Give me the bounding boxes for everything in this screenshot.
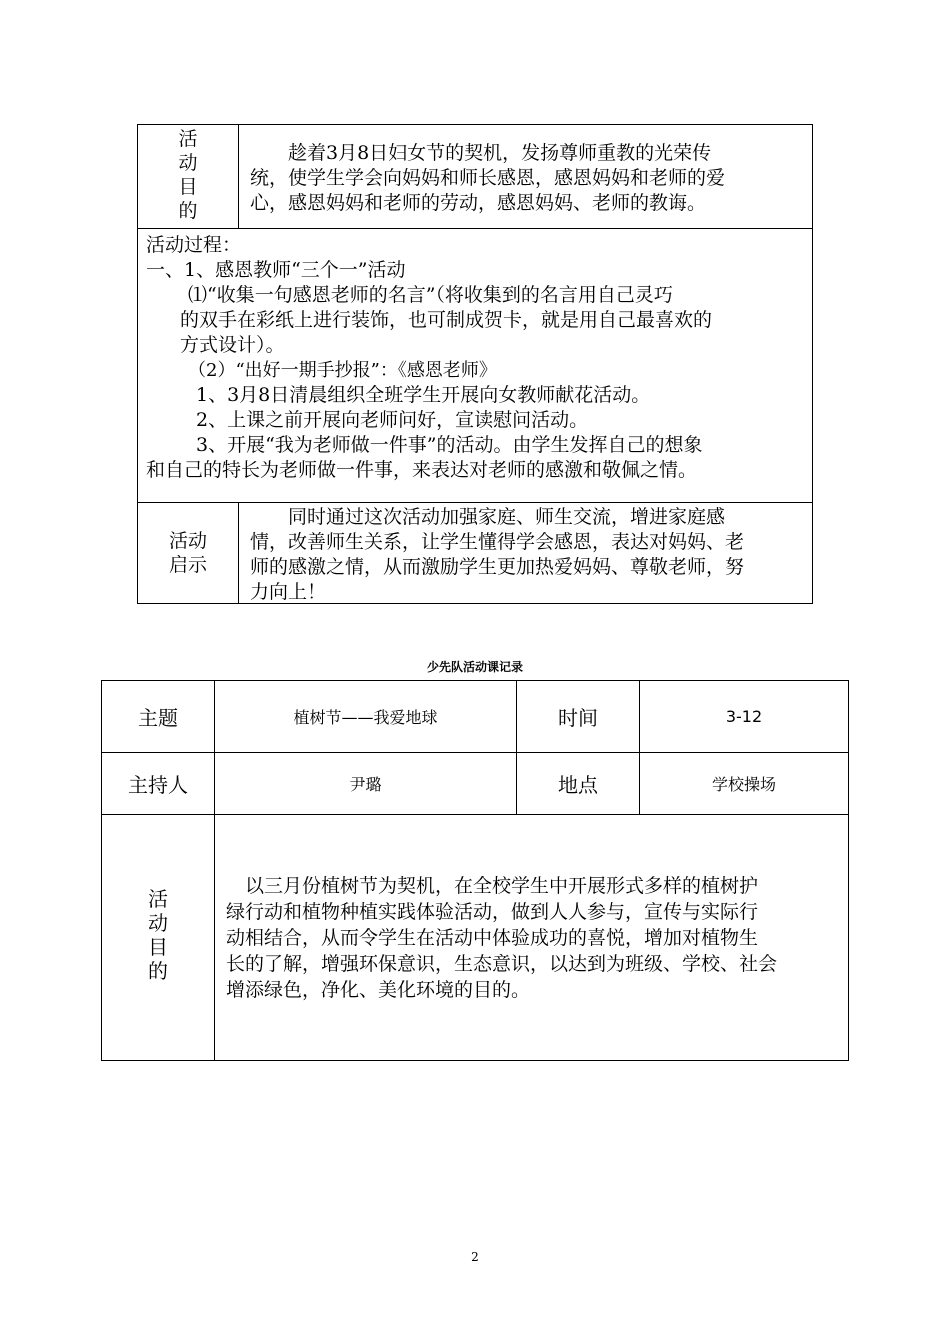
purpose-row xyxy=(138,125,812,229)
purpose-line: 绿行动和植物种植实践体验活动，做到人人参与，宣传与实际行 xyxy=(226,901,759,923)
purpose-label-char: 活 xyxy=(148,887,168,911)
activity-table-womens-day xyxy=(137,124,813,604)
process-line: 2、上课之前开展向老师问好，宣读慰问活动。 xyxy=(196,409,589,431)
insight-text xyxy=(250,505,810,605)
purpose-label-cell xyxy=(138,125,239,228)
process-line: ⑴“收集一句感恩老师的名言”（将收集到的名言用自己灵巧 xyxy=(188,284,673,306)
page-number: 2 xyxy=(471,1250,479,1264)
purpose-text xyxy=(226,873,846,1003)
purpose-line: 趁着3月8日妇女节的契机，发扬尊师重教的光荣传 xyxy=(250,142,712,164)
insight-label-cell xyxy=(138,503,239,603)
insight-line: 师的感激之情，从而激励学生更加热爱妈妈、尊敬老师，努 xyxy=(250,556,745,578)
purpose-line: 心，感恩妈妈和老师的劳动，感恩妈妈、老师的教诲。 xyxy=(250,192,707,214)
insight-line: 同时通过这次活动加强家庭、师生交流，增进家庭感 xyxy=(250,506,726,528)
insight-row xyxy=(138,503,812,603)
insight-label-line: 启示 xyxy=(168,554,207,576)
purpose-line: 增添绿色，净化、美化环境的目的。 xyxy=(226,979,531,1001)
activity-record-table xyxy=(101,680,849,1061)
process-line: （2）“出好一期手抄报”：《感恩老师》 xyxy=(188,360,497,381)
host-label: 主持人 xyxy=(128,773,188,797)
insight-line: 力向上！ xyxy=(250,581,327,603)
process-line: 和自己的特长为老师做一件事，来表达对老师的感激和敬佩之情。 xyxy=(146,459,698,481)
purpose-line: 动相结合，从而令学生在活动中体验成功的喜悦，增加对植物生 xyxy=(226,927,759,949)
process-line: 3、开展“我为老师做一件事”的活动。由学生发挥自己的想象 xyxy=(196,434,703,456)
host-value: 尹璐 xyxy=(349,775,382,794)
process-line: 1、3月8日清晨组织全班学生开展向女教师献花活动。 xyxy=(196,384,651,406)
place-value: 学校操场 xyxy=(711,775,776,794)
purpose-label-char: 动 xyxy=(148,911,168,935)
theme-value: 植树节——我爱地球 xyxy=(293,708,438,727)
time-value: 3-12 xyxy=(725,707,763,726)
purpose-label-char: 的 xyxy=(178,200,198,222)
purpose-line: 统，使学生学会向妈妈和师长感恩，感恩妈妈和老师的爱 xyxy=(250,167,726,189)
purpose-label-char: 的 xyxy=(148,959,168,983)
process-row xyxy=(138,229,812,503)
record-caption: 少先队活动课记录 xyxy=(426,660,523,674)
purpose-label-char: 目 xyxy=(148,935,168,959)
purpose-label-cell xyxy=(102,815,214,1060)
purpose-line: 长的了解，增强环保意识，生态意识，以达到为班级、学校、社会 xyxy=(226,953,778,975)
process-heading: 活动过程： xyxy=(146,234,242,256)
purpose-line: 以三月份植树节为契机，在全校学生中开展形式多样的植树护 xyxy=(226,875,759,897)
process-line: 的双手在彩纸上进行装饰，也可制成贺卡，就是用自己最喜欢的 xyxy=(180,309,713,331)
purpose-text xyxy=(250,141,810,216)
purpose-label-char: 动 xyxy=(178,152,198,174)
process-line: 方式设计）。 xyxy=(180,334,285,356)
purpose-label-char: 目 xyxy=(178,176,198,198)
theme-label: 主题 xyxy=(138,706,178,730)
insight-label-line: 活动 xyxy=(168,530,207,552)
process-line: 一、1、感恩教师“三个一”活动 xyxy=(146,259,406,281)
time-label: 时间 xyxy=(558,706,598,730)
place-label: 地点 xyxy=(558,773,598,797)
insight-line: 情，改善师生关系，让学生懂得学会感恩，表达对妈妈、老 xyxy=(250,531,745,553)
purpose-label-char: 活 xyxy=(178,128,198,150)
